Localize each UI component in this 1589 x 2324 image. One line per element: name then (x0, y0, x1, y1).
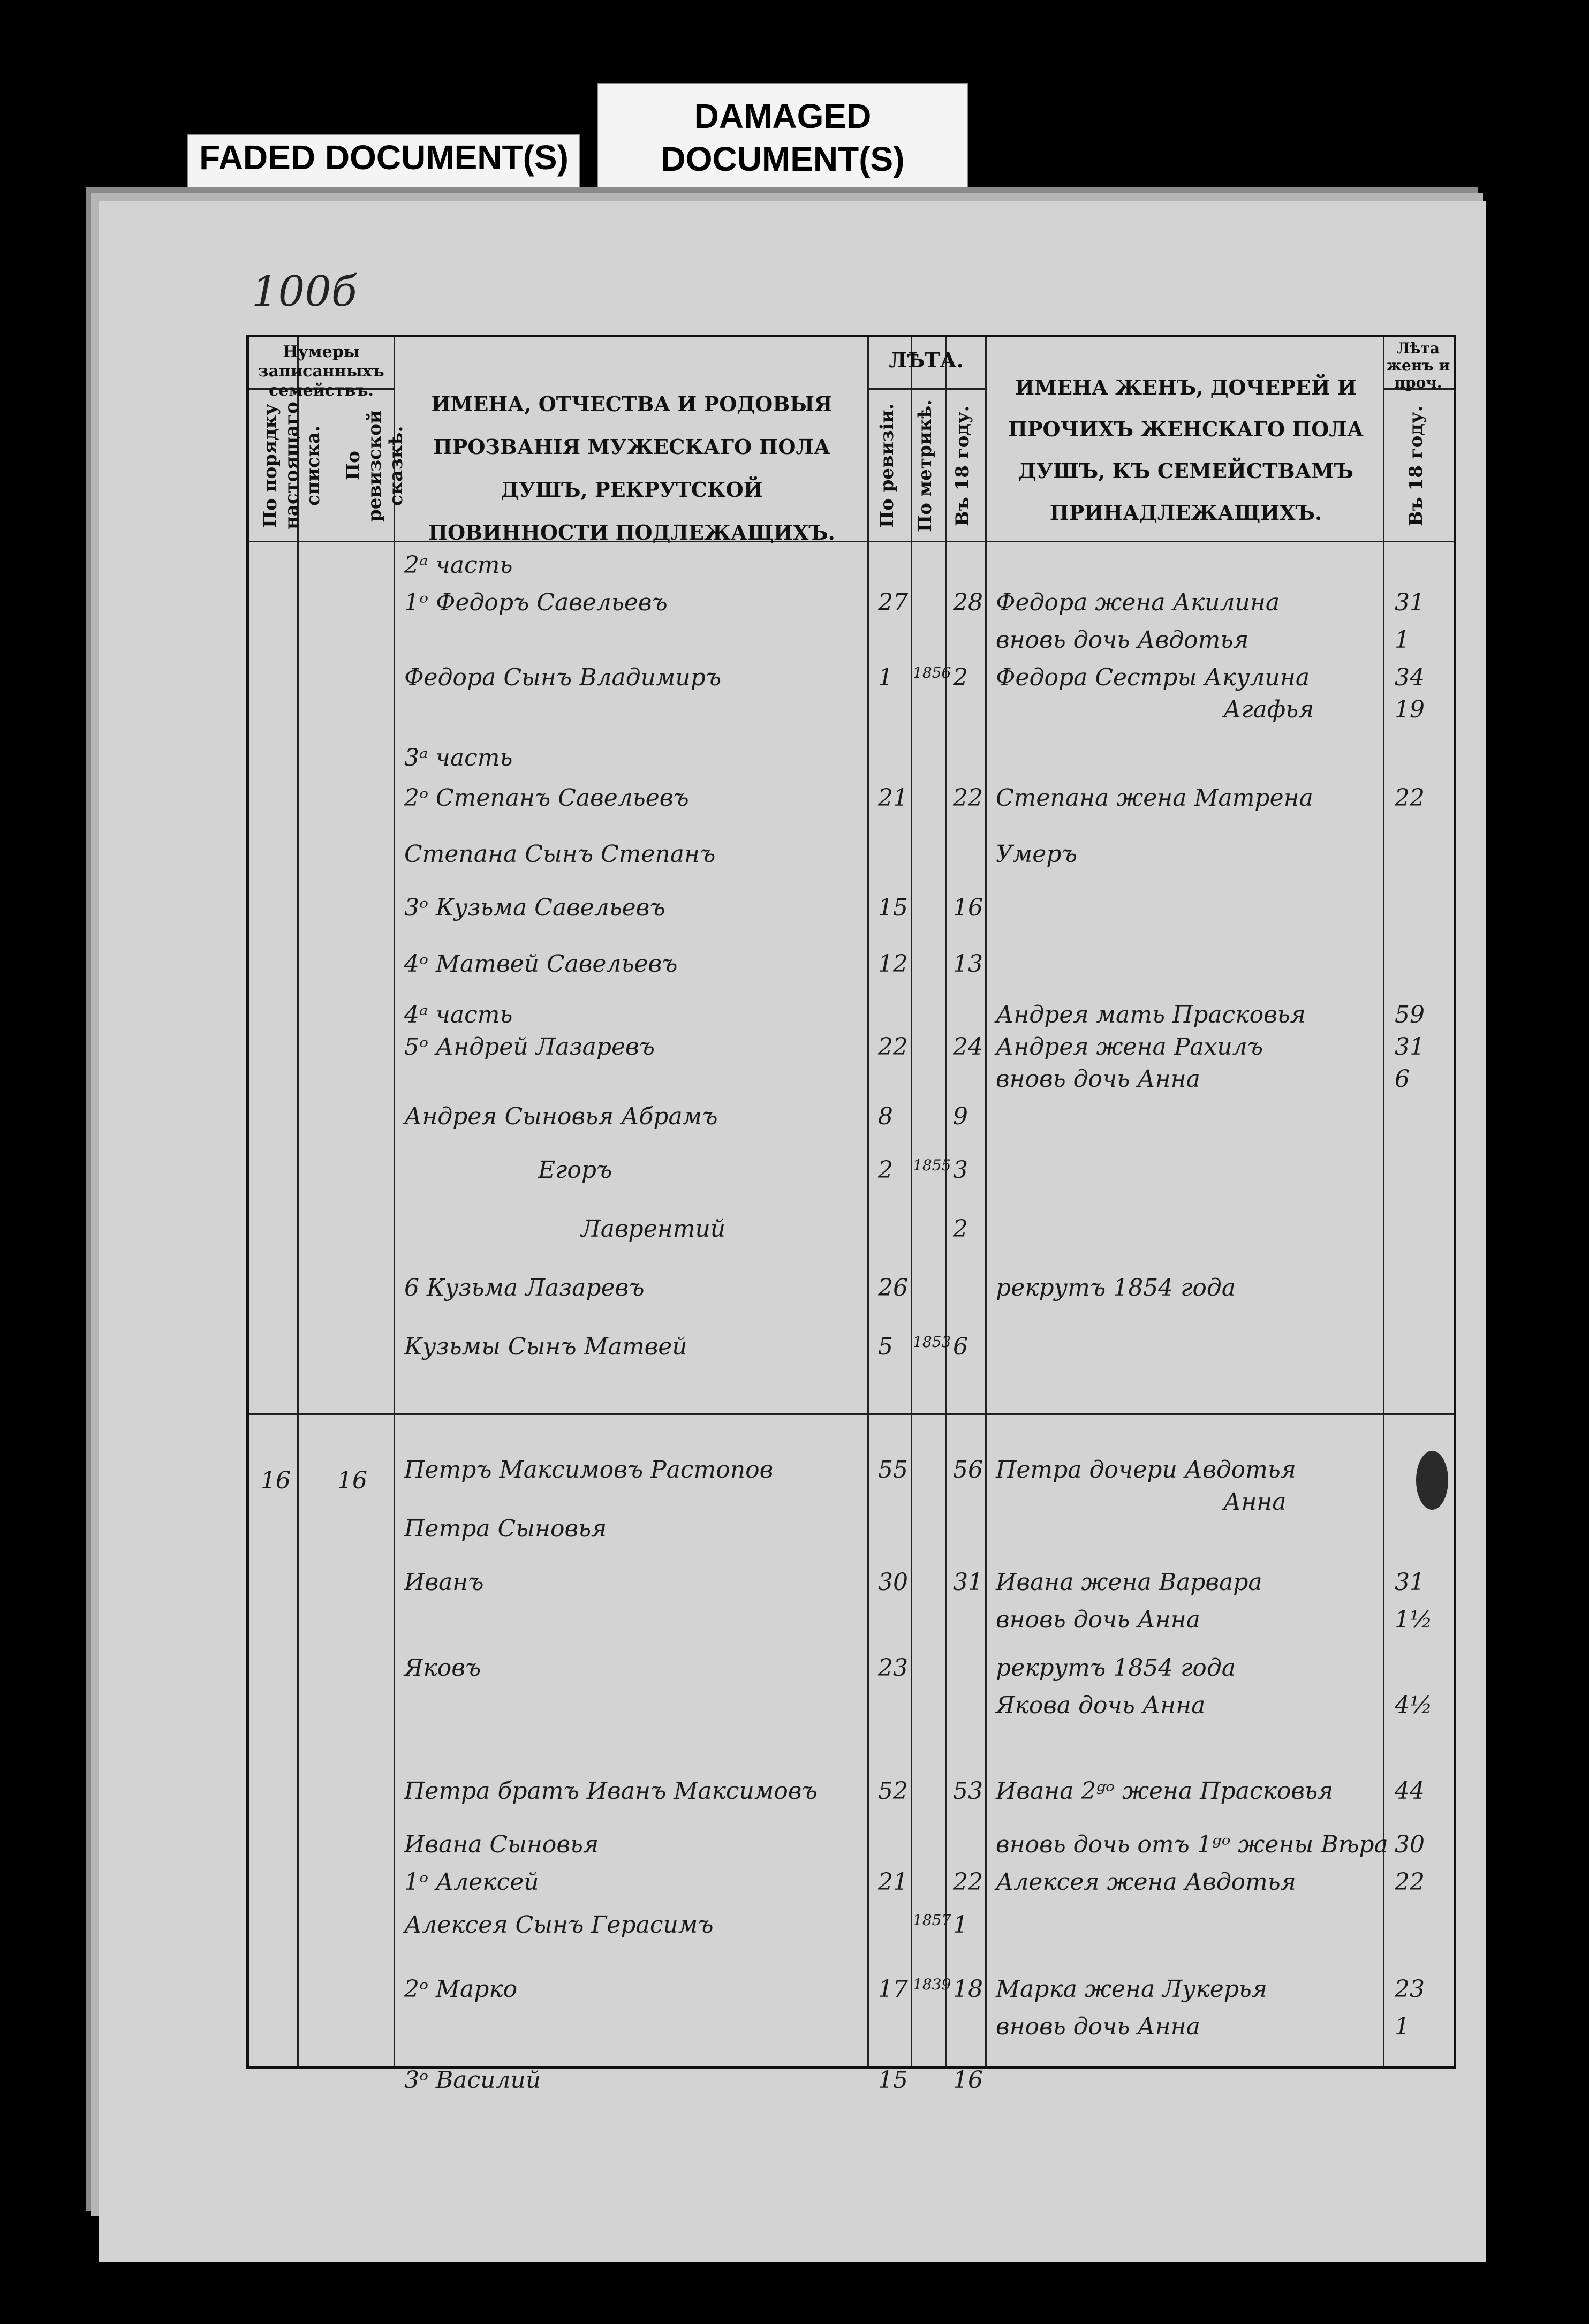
male-name-cell: 4ᵒ Матвей Савельевъ (404, 950, 678, 978)
male-name-cell: 2ᵃ часть (404, 551, 513, 579)
male-name-cell: Иванъ (404, 1569, 484, 1596)
revision-age-cell: 26 (878, 1274, 908, 1301)
order-col-header: По порядку настоящаго списка. (260, 402, 324, 530)
female-name-cell: Ивана 2ᵍᵒ жена Прасковья (996, 1777, 1334, 1805)
metric-year-cell: 1855 (913, 1156, 951, 1174)
age-in-18-cell: 53 (953, 1777, 983, 1805)
metric-year-cell: 1857 (913, 1911, 951, 1929)
metric-year-cell: 1856 (913, 664, 951, 682)
revision-tale-col-header: По ревизской сказкѣ. (343, 410, 407, 522)
family-revision-number: 16 (337, 1467, 367, 1494)
male-name-cell: Андрея Сыновья Абрамъ (404, 1103, 718, 1130)
female-age-cell: 31 (1395, 589, 1425, 616)
female-name-cell: Алексея жена Авдотья (996, 1868, 1296, 1896)
revision-age-cell: 21 (878, 784, 908, 812)
female-name-cell: Ивана жена Варвара (996, 1569, 1262, 1596)
female-age-cell: 4½ (1395, 1692, 1433, 1719)
female-names-header: ИМЕНА ЖЕНЪ, ДОЧЕРЕЙ И ПРОЧИХЪ ЖЕНСКАГО ПОЛА ДУШЪ, КЪ СЕМЕЙСТВАМЪ ПРИНАДЛЕЖАЩИХЪ. (1008, 375, 1364, 525)
col-divider (867, 337, 869, 2066)
female-age-cell: 30 (1395, 1831, 1425, 1858)
male-name-cell: Петръ Максимовъ Растопов (404, 1456, 774, 1483)
female-name-cell: Якова дочь Анна (996, 1692, 1206, 1719)
family-rule (867, 1413, 1454, 1415)
header-subrule (867, 388, 985, 390)
family-order-number: 16 (261, 1467, 291, 1494)
age-in-18-cell: 16 (953, 2066, 983, 2094)
male-name-cell: 6 Кузьма Лазаревъ (404, 1274, 645, 1301)
female-age-cell: 31 (1395, 1569, 1425, 1596)
age-in-18-cell: 31 (953, 1569, 983, 1596)
revision-age-cell: 1 (878, 664, 893, 691)
revision-age-cell: 17 (878, 1975, 908, 2003)
female-name-cell: вновь дочь Авдотья (996, 626, 1249, 654)
male-name-cell: Кузьмы Сынъ Матвей (404, 1333, 687, 1360)
female-name-cell: Умеръ (996, 841, 1077, 868)
female-name-cell: Марка жена Лукерья (996, 1975, 1268, 2003)
female-name-cell: Агафья (1223, 696, 1314, 723)
male-name-cell: Егоръ (538, 1156, 612, 1184)
female-age-cell: 19 (1395, 696, 1425, 723)
col-divider (1383, 337, 1384, 2066)
female-name-cell: Анна (1223, 1488, 1287, 1516)
female-name-cell: Федора Сестры Акулина (996, 664, 1310, 691)
female-age-cell: 34 (1395, 664, 1425, 691)
age-in-18-cell: 18 (953, 1975, 983, 2003)
age-in-18-cell: 1 (953, 1911, 968, 1939)
female-name-cell: Федора жена Акилина (996, 589, 1280, 616)
revision-age-cell: 23 (878, 1654, 908, 1682)
male-name-cell: 5ᵒ Андрей Лазаревъ (404, 1033, 655, 1061)
female-in-18-col-header: Въ 18 году. (1405, 405, 1427, 526)
male-name-cell: 3ᵒ Василий (404, 2066, 541, 2094)
male-names-header: ИМЕНА, ОТЧЕСТВА И РОДОВЫЯ ПРОЗВАНІЯ МУЖЕСКАГО ПОЛА ДУШЪ, РЕКРУТСКОЙ ПОВИННОСТИ ПОДЛЕЖАЩИХЪ. (428, 392, 835, 544)
female-age-cell: 6 (1395, 1065, 1410, 1093)
female-name-cell: Степана жена Матрена (996, 784, 1313, 812)
col-divider (297, 337, 299, 2066)
revision-age-cell: 8 (878, 1103, 893, 1130)
register-table (246, 335, 1456, 2094)
metric-year-cell: 1839 (913, 1975, 951, 1993)
male-name-cell: Петра Сыновья (404, 1515, 607, 1542)
age-in-18-cell: 3 (953, 1156, 968, 1184)
female-name-cell: Андрея жена Рахилъ (996, 1033, 1263, 1061)
female-age-cell: 22 (1395, 784, 1425, 812)
family-rule (249, 1413, 867, 1415)
female-name-cell: Петра дочери Авдотья (996, 1456, 1296, 1483)
metric-year-cell: 1853 (913, 1333, 951, 1351)
female-age-cell: 1 (1395, 2013, 1410, 2040)
female-age-cell: 23 (1395, 1975, 1425, 2003)
female-name-cell: Андрея мать Прасковья (996, 1001, 1306, 1028)
by-revision-col-header: По ревизіи. (876, 403, 898, 528)
female-name-cell: вновь дочь Анна (996, 2013, 1200, 2040)
female-name-cell: вновь дочь отъ 1ᵍᵒ жены Вѣра (996, 1831, 1388, 1858)
revision-age-cell: 15 (878, 894, 908, 921)
age-in-18-cell: 9 (953, 1103, 968, 1130)
age-in-18-cell: 22 (953, 784, 983, 812)
revision-age-cell: 2 (878, 1156, 893, 1184)
col-divider (911, 337, 912, 2066)
age-in-18-cell: 2 (953, 664, 968, 691)
damaged-label-text: DAMAGED DOCUMENT(S) (661, 97, 905, 178)
revision-age-cell: 15 (878, 2066, 908, 2094)
revision-age-cell: 55 (878, 1456, 908, 1483)
damaged-documents-label (597, 83, 968, 192)
male-name-cell: Степана Сынъ Степанъ (404, 841, 716, 868)
ink-stain (1416, 1451, 1448, 1510)
male-name-cell: Петра братъ Иванъ Максимовъ (404, 1777, 818, 1805)
male-name-cell: Алексея Сынъ Герасимъ (404, 1911, 714, 1939)
revision-age-cell: 21 (878, 1868, 908, 1896)
male-name-cell: 2ᵒ Марко (404, 1975, 518, 2003)
female-name-cell: рекрутъ 1854 года (996, 1274, 1236, 1301)
age-in-18-cell: 56 (953, 1456, 983, 1483)
male-name-cell: Яковъ (404, 1654, 481, 1682)
male-name-cell: 1ᵒ Алексей (404, 1868, 539, 1896)
revision-age-cell: 27 (878, 589, 908, 616)
family-numbers-header: Нумеры записанныхъ семействъ. (258, 343, 384, 400)
female-age-cell: 1½ (1395, 1606, 1433, 1633)
age-in-18-cell: 22 (953, 1868, 983, 1896)
male-name-cell: Федора Сынъ Владимиръ (404, 664, 722, 691)
female-age-cell: 22 (1395, 1868, 1425, 1896)
revision-age-cell: 12 (878, 950, 908, 978)
page-number: 100б (252, 268, 357, 316)
age-in-18-cell: 24 (953, 1033, 983, 1061)
age-in-18-cell: 16 (953, 894, 983, 921)
age-in-18-cell: 28 (953, 589, 983, 616)
age-in-18-cell: 6 (953, 1333, 968, 1360)
female-name-cell: вновь дочь Анна (996, 1606, 1200, 1633)
col-divider (985, 337, 987, 2066)
female-name-cell: рекрутъ 1854 года (996, 1654, 1236, 1682)
years-header: ЛѢТА. (889, 348, 964, 372)
male-name-cell: 4ᵃ часть (404, 1001, 513, 1028)
male-name-cell: 2ᵒ Степанъ Савельевъ (404, 784, 689, 812)
female-years-header: Лѣта женъ и проч. (1386, 339, 1450, 391)
female-age-cell: 59 (1395, 1001, 1425, 1028)
female-name-cell: вновь дочь Анна (996, 1065, 1200, 1093)
male-name-cell: 3ᵃ часть (404, 744, 513, 771)
male-name-cell: 1ᵒ Федоръ Савельевъ (404, 589, 668, 616)
male-name-cell: Ивана Сыновья (404, 1831, 599, 1858)
faded-documents-label: FADED DOCUMENT(S) (187, 134, 580, 190)
age-in-18-cell: 13 (953, 950, 983, 978)
female-age-cell: 44 (1395, 1777, 1425, 1805)
by-metric-col-header: По метрикѣ. (914, 399, 936, 533)
female-age-cell: 1 (1395, 626, 1410, 654)
revision-age-cell: 30 (878, 1569, 908, 1596)
revision-age-cell: 22 (878, 1033, 908, 1061)
revision-age-cell: 5 (878, 1333, 893, 1360)
male-name-cell: Лаврентий (581, 1215, 726, 1243)
col-divider (945, 337, 947, 2066)
female-age-cell: 31 (1395, 1033, 1425, 1061)
age-in-18-cell: 2 (953, 1215, 968, 1243)
male-name-cell: 3ᵒ Кузьма Савельевъ (404, 894, 665, 921)
revision-age-cell: 52 (878, 1777, 908, 1805)
in-18-col-header: Въ 18 году. (952, 405, 973, 526)
col-divider (394, 337, 395, 2066)
